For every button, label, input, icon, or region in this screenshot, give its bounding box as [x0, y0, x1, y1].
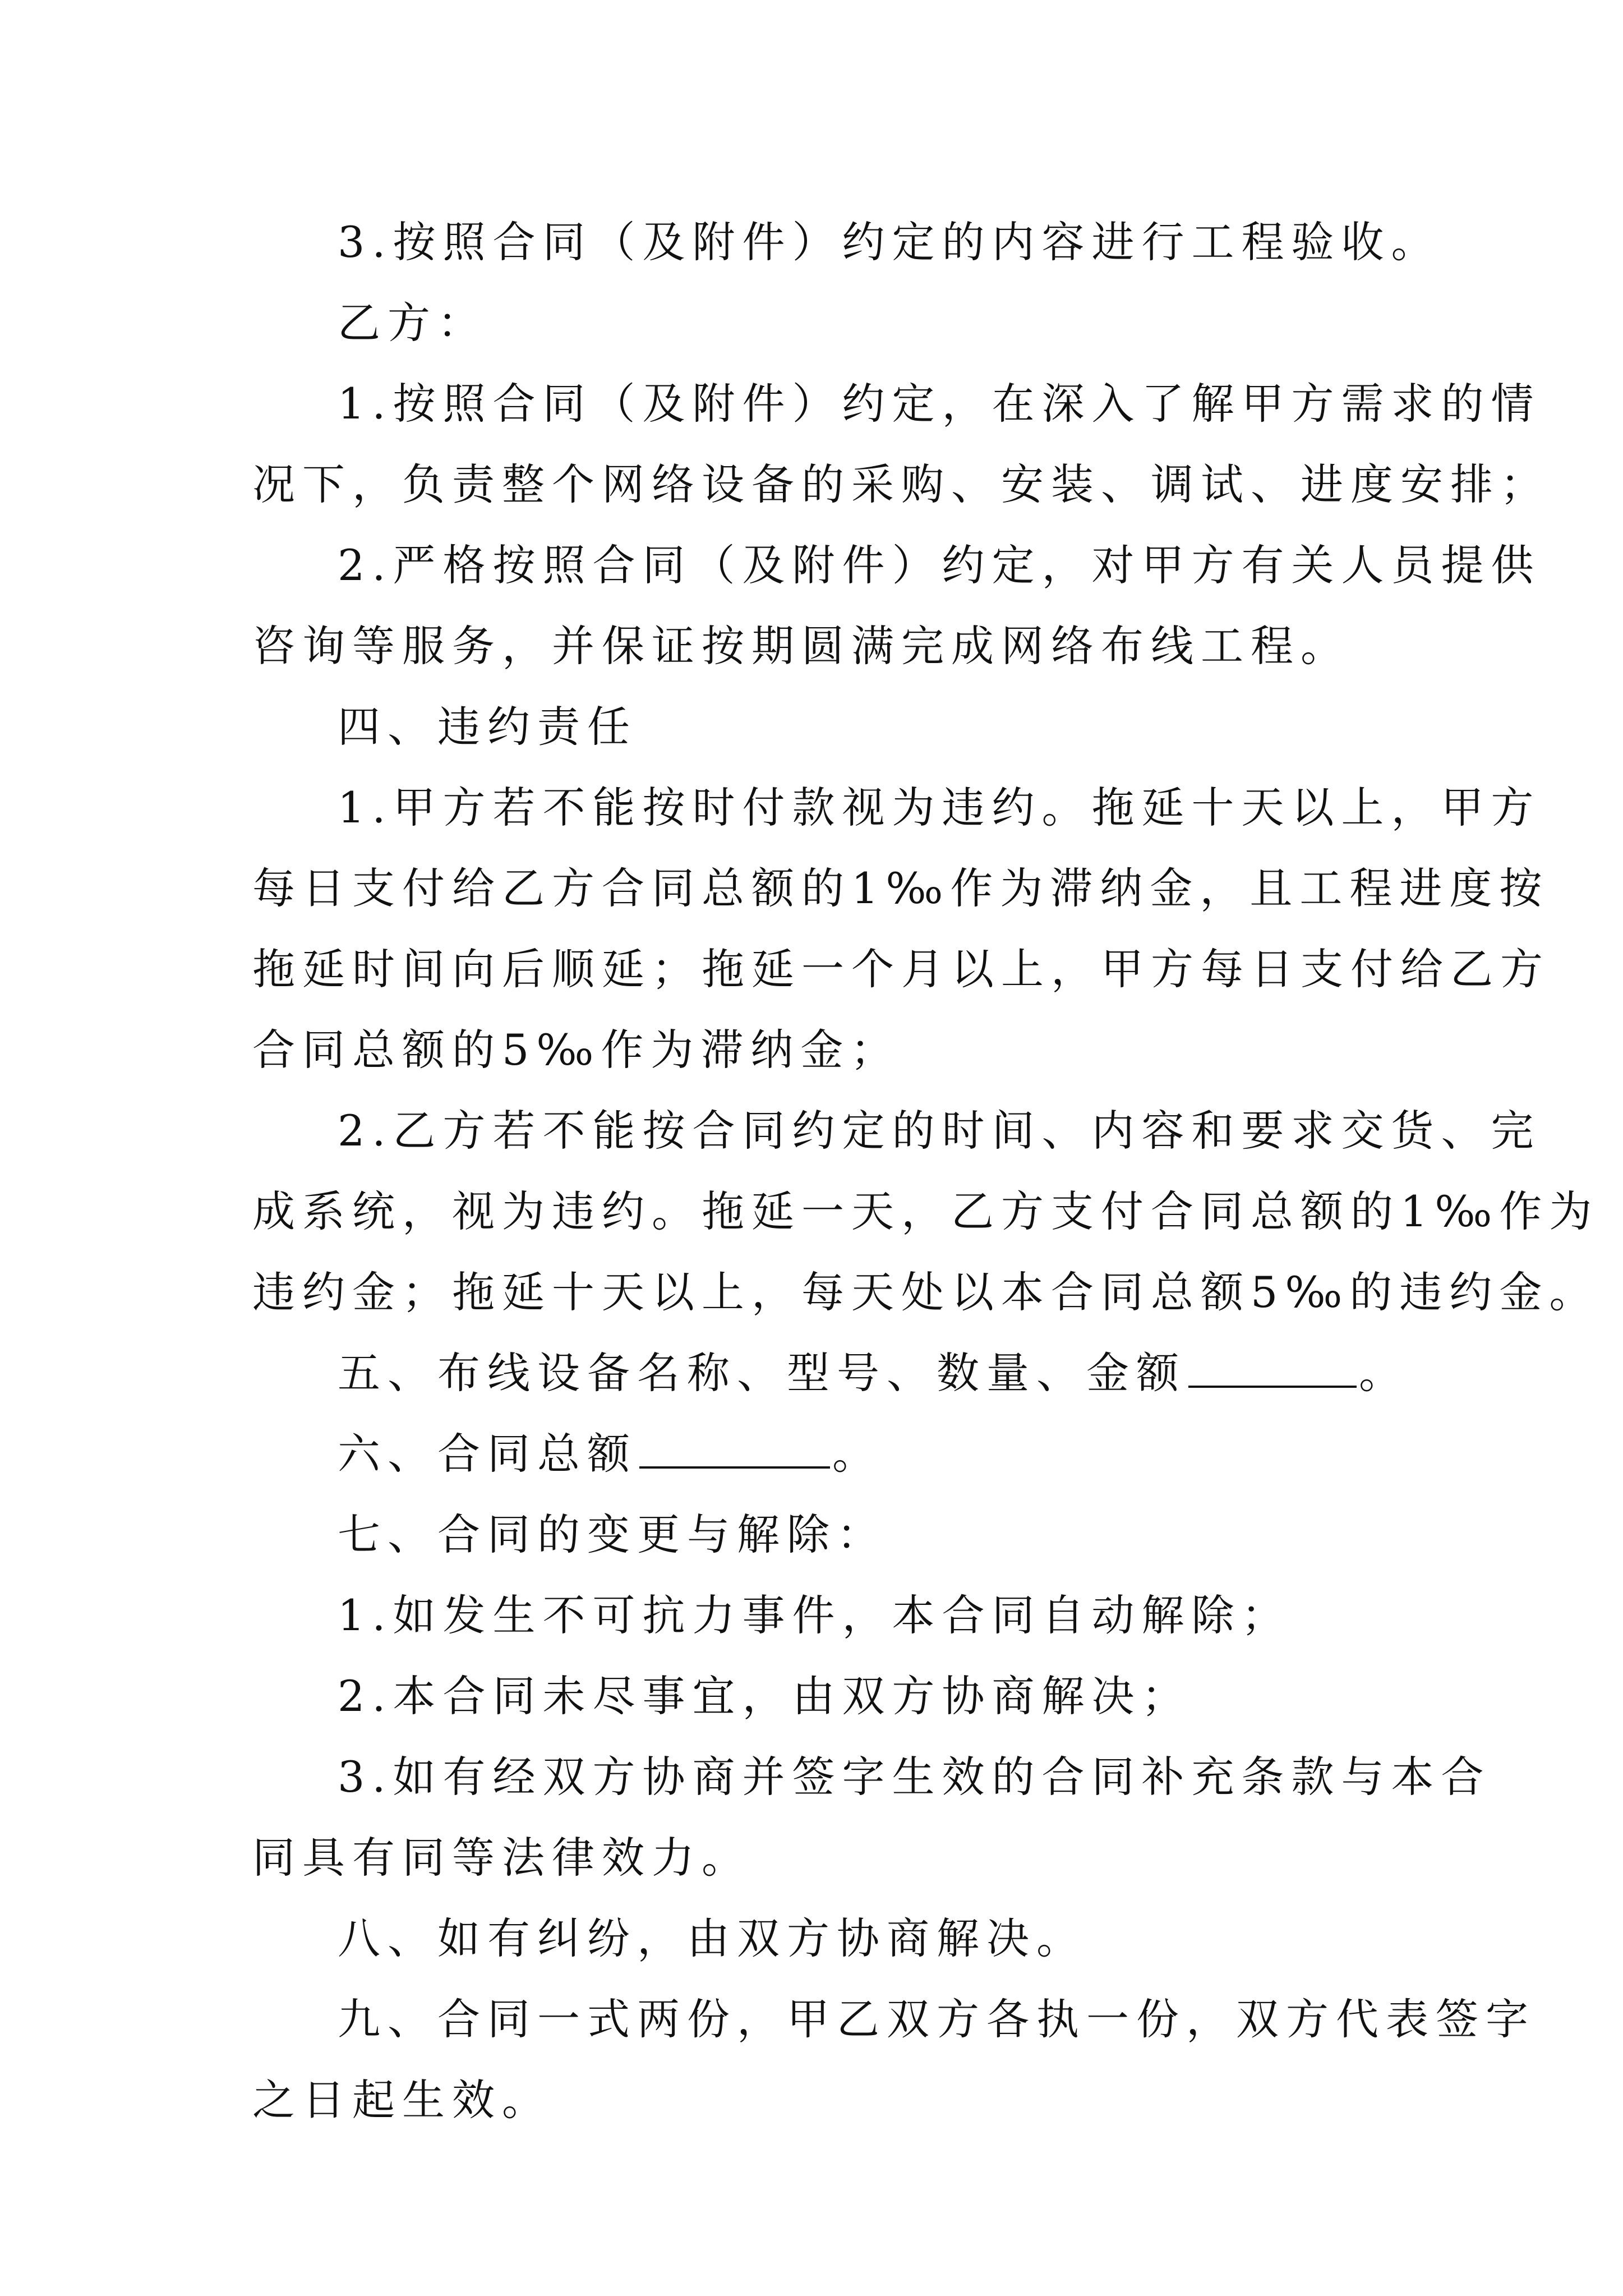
- text-line: 2.严格按照合同（及附件）约定，对甲方有关人员提供: [338, 540, 1541, 590]
- fill-in-blank: [639, 1433, 830, 1469]
- item-5-line: [252, 1333, 1408, 1414]
- text-line: 3.如有经双方协商并签字生效的合同补充条款与本合: [338, 1752, 1491, 1802]
- text-line: 况下，负责整个网络设备的采购、安装、调试、进度安排；: [252, 459, 1550, 509]
- text-line: 九、合同一式两份，甲乙双方各执一份，双方代表签字: [338, 1994, 1536, 2044]
- text-line: 之日起生效。: [252, 2075, 552, 2125]
- text-line: 1.如发生不可抗力事件，本合同自动解除；: [338, 1590, 1292, 1640]
- fill-in-blank: [1188, 1352, 1357, 1388]
- text-line: 八、如有纠纷，由双方协商解决。: [338, 1913, 1086, 1963]
- text-line: 1.甲方若不能按时付款视为违约。拖延十天以上，甲方: [338, 783, 1541, 832]
- item-5-text: 五、布线设备名称、型号、数量、金额: [338, 1348, 1186, 1398]
- text-line: 2.本合同未尽事宜，由双方协商解决；: [338, 1671, 1192, 1721]
- contract-body: [252, 202, 1599, 2141]
- text-line: 咨询等服务，并保证按期圆满完成网络布线工程。: [252, 621, 1350, 671]
- item-6-end: 。: [832, 1429, 882, 1479]
- text-line: 乙方：: [338, 298, 487, 348]
- section-heading: 四、违约责任: [338, 702, 637, 752]
- section-heading: 七、合同的变更与解除：: [338, 1510, 887, 1559]
- text-line: 合同总额的5‰作为滞纳金；: [252, 1025, 901, 1075]
- text-line: 2.乙方若不能按合同约定的时间、内容和要求交货、完: [338, 1106, 1541, 1156]
- text-line: 1.按照合同（及附件）约定，在深入了解甲方需求的情: [338, 379, 1541, 429]
- item-6-line: [252, 1414, 1408, 1494]
- text-line: 成系统，视为违约。拖延一天，乙方支付合同总额的1‰作为: [252, 1186, 1599, 1236]
- text-line: 每日支付给乙方合同总额的1‰作为滞纳金，且工程进度按: [252, 863, 1550, 913]
- text-line: 同具有同等法律效力。: [252, 1833, 751, 1883]
- text-line: 拖延时间向后顺延；拖延一个月以上，甲方每日支付给乙方: [252, 944, 1550, 994]
- item-6-text: 六、合同总额: [338, 1429, 637, 1479]
- text-line: 3.按照合同（及附件）约定的内容进行工程验收。: [338, 217, 1441, 267]
- item-5-end: 。: [1359, 1348, 1409, 1398]
- text-line: 违约金；拖延十天以上，每天处以本合同总额5‰的违约金。: [252, 1267, 1599, 1317]
